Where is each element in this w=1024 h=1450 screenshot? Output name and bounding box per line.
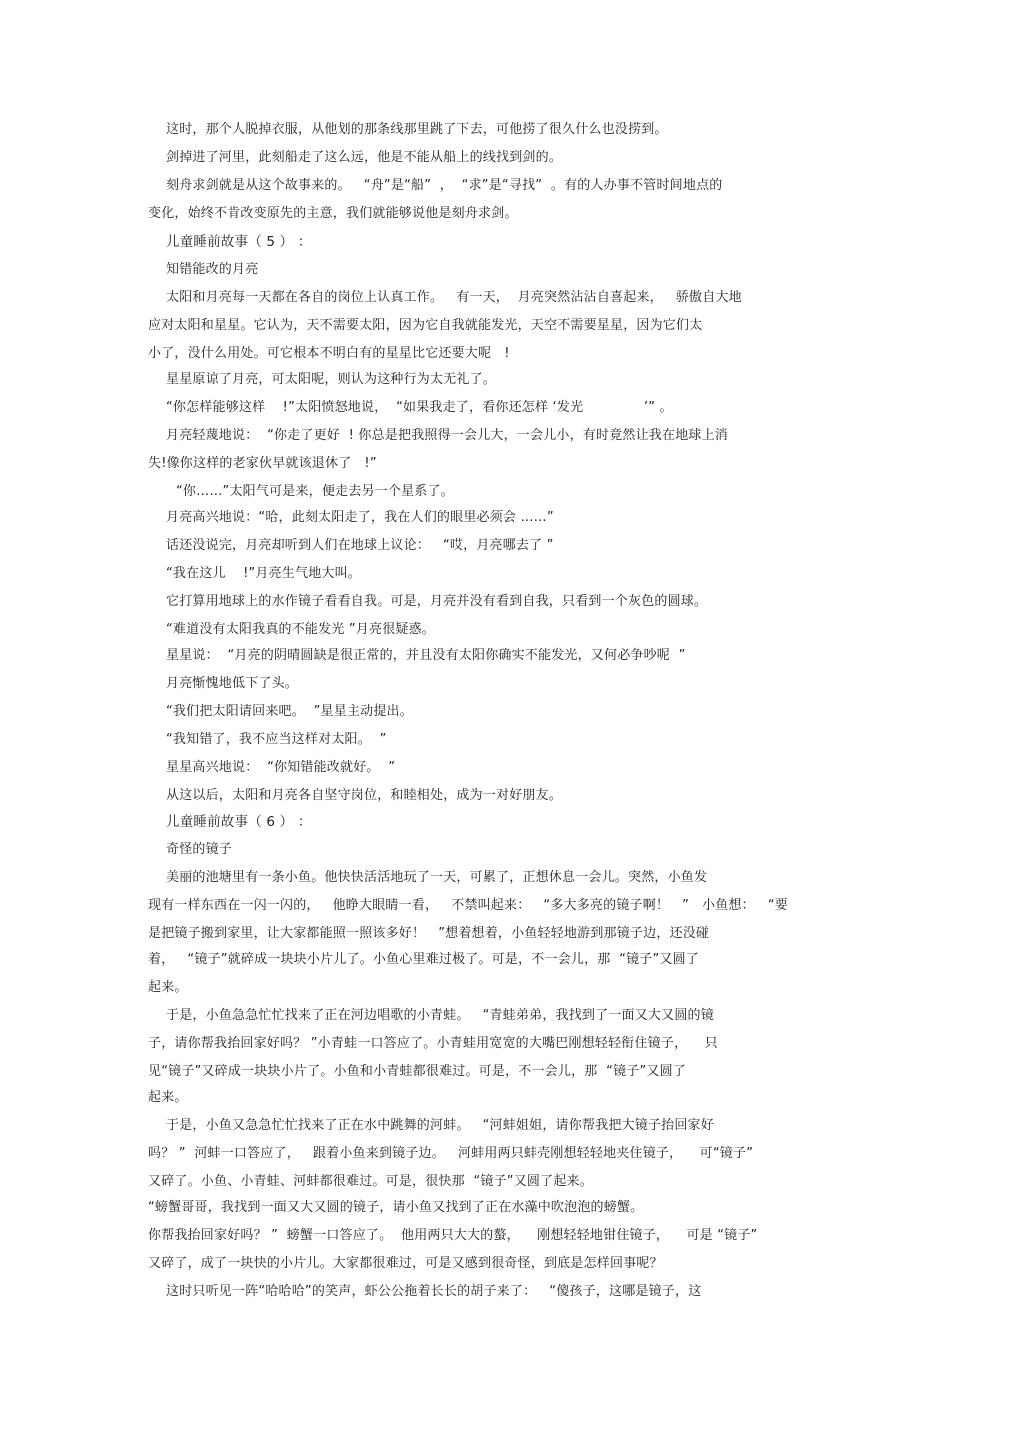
story-title: 奇怪的镜子	[166, 842, 233, 857]
section-heading: 儿童睡前故事（ 5 ） ：	[166, 234, 312, 250]
text-line: 话还没说完，月亮却听到人们在地球上议论： “哎，月亮哪去了 ”	[166, 538, 554, 553]
text-line: 起来。	[148, 1090, 188, 1105]
text-line: 月亮惭愧地低下了头。	[166, 676, 299, 691]
text-line: 月亮轻蔑地说： “你走了更好 ! 你总是把我照得一会儿大，一会儿小，有时竟然让我在地球上消	[166, 428, 729, 443]
text-line: “你……”太阳气可是来，便走去另一个星系了。	[176, 484, 454, 499]
text-line: 美丽的池塘里有一条小鱼。他快快活活地玩了一天，可累了，正想休息一会儿。突然，小鱼发	[166, 870, 708, 885]
text-line: 子，请你帮我抬回家好吗？ ”小青蛙一口答应了。小青蛙用宽宽的大嘴巴刚想轻轻衔住镜子， 只	[148, 1036, 718, 1051]
text-line: “难道没有太阳我真的不能发光 ”月亮很疑惑。	[166, 622, 436, 637]
text-line: 现有一样东西在一闪一闪的， 他睁大眼睛一看， 不禁叫起来： “多大多亮的镜子啊！ ” 小鱼想： “要	[148, 898, 788, 913]
section-heading: 儿童睡前故事（ 6 ） ：	[166, 814, 312, 830]
text-line: 太阳和月亮每一天都在各自的岗位上认真工作。 有一天， 月亮突然沾沾自喜起来， 骄傲自大地	[166, 290, 742, 305]
text-line: 又碎了，成了一块快的小片儿。大家都很难过，可是又感到很奇怪，到底是怎样回事呢？	[148, 1256, 663, 1271]
text-line: 是把镜子搬到家里，让大家都能照一照该多好！ ”想着想着，小鱼轻轻地游到那镜子边，还没碰	[148, 926, 710, 941]
text-line: 这时只听见一阵“哈哈哈”的笑声，虾公公拖着长长的胡子来了： “傻孩子，这哪是镜子，这	[166, 1284, 702, 1299]
text-line: “我在这儿 !”月亮生气地大叫。	[166, 566, 362, 581]
text-line: “我们把太阳请回来吧。 ”星星主动提出。	[166, 704, 413, 719]
text-line: 这时，那个人脱掉衣服，从他划的那条线那里跳了下去，可他捞了很久什么也没捞到。	[166, 122, 668, 137]
text-line: 星星说： “月亮的阴晴圆缺是很正常的，并且没有太阳你确实不能发光，又何必争吵呢 ”	[166, 648, 686, 663]
text-line: “螃蟹哥哥，我找到一面又大又圆的镜子，请小鱼又找到了正在水藻中吹泡泡的螃蟹。	[148, 1200, 644, 1215]
text-line: 失!像你这样的老家伙早就该退休了 !”	[148, 456, 377, 471]
text-line: 从这以后，太阳和月亮各自坚守岗位，和睦相处，成为一对好朋友。	[166, 788, 563, 803]
text-line: 于是，小鱼又急急忙忙找来了正在水中跳舞的河蚌。 “河蚌姐姐，请你帮我把大镜子抬回家好	[166, 1118, 714, 1133]
text-line: 又碎了。小鱼、小青蛙、河蚌都很难过。可是，很快那 “镜子”又圆了起来。	[148, 1174, 593, 1189]
text-line: 应对太阳和星星。它认为，天不需要太阳，因为它自我就能发光，天空不需要星星，因为它们太	[148, 318, 703, 333]
text-line: 变化，始终不肯改变原先的主意，我们就能够说他是刻舟求剑。	[148, 206, 518, 221]
text-line: 剑掉进了河里，此刻船走了这么远，他是不能从船上的线找到剑的。	[166, 150, 563, 165]
text-line: 你帮我抬回家好吗？ ” 螃蟹一口答应了。 他用两只大大的螯， 刚想轻轻地钳住镜子， 可是 “镜子”	[148, 1228, 758, 1243]
text-line: 起来。	[148, 980, 188, 995]
text-line: “你怎样能够这样 !”太阳愤怒地说， “如果我走了，看你还怎样 ‘发光 ’” 。	[166, 400, 673, 415]
text-line: 月亮高兴地说：“哈，此刻太阳走了，我在人们的眼里必须会 ……”	[166, 510, 554, 525]
text-line: 见“镜子”又碎成一块块小片了。小鱼和小青蛙都很难过。可是，不一会儿，那 “镜子”又圆了	[148, 1064, 687, 1079]
text-line: 于是，小鱼急急忙忙找来了正在河边唱歌的小青蛙。 “青蛙弟弟，我找到了一面又大又圆的镜	[166, 1008, 714, 1023]
text-line: 着， “镜子”就碎成一块块小片儿了。小鱼心里难过极了。可是，不一会儿，那 “镜子”又圆了	[148, 952, 700, 967]
text-line: 吗？ ” 河蚌一口答应了， 跟着小鱼来到镜子边。 河蚌用两只蚌壳刚想轻轻地夹住镜子， 可“镜子”	[148, 1146, 754, 1161]
text-line: 星星高兴地说： “你知错能改就好。 ”	[166, 760, 396, 775]
text-line: 它打算用地球上的水作镜子看看自我。可是，月亮并没有看到自我，只看到一个灰色的圆球。	[166, 594, 708, 609]
text-line: “我知错了，我不应当这样对太阳。 ”	[166, 732, 387, 747]
text-line: 刻舟求剑就是从这个故事来的。 “舟”是“船” ， “求”是“寻找” 。有的人办事不管时间地点的	[166, 178, 723, 193]
story-title: 知错能改的月亮	[166, 262, 259, 277]
text-line: 小了，没什么用处。可它根本不明白有的星星比它还要大呢 !	[148, 346, 510, 361]
text-line: 星星原谅了月亮，可太阳呢，则认为这种行为太无礼了。	[166, 372, 497, 387]
